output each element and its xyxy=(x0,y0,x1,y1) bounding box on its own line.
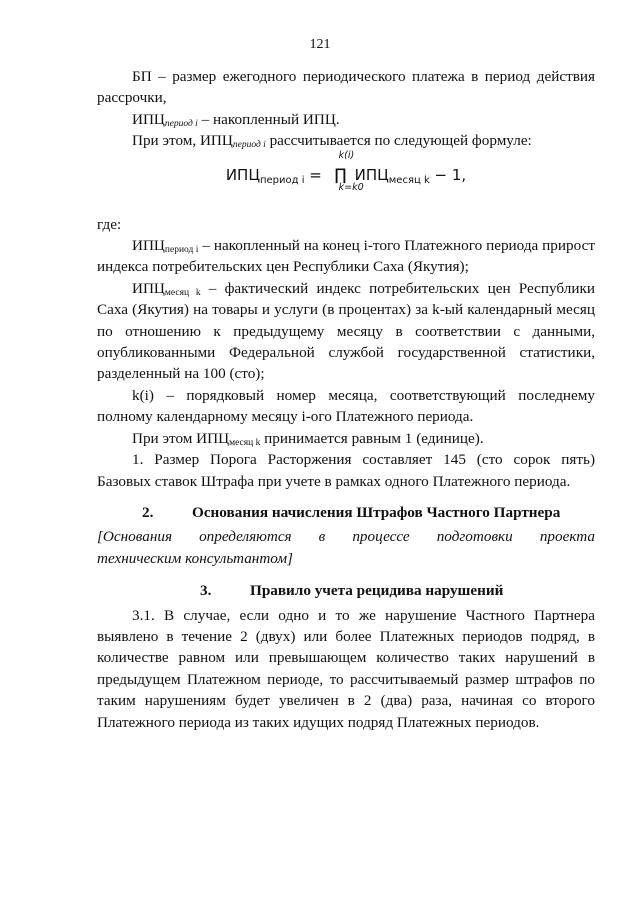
def4-end: принимается равным 1 (единице). xyxy=(260,429,484,447)
product-upper-limit: k(i) xyxy=(338,150,355,162)
page-number: 121 xyxy=(309,37,331,52)
formula-rhs: ИПЦ xyxy=(354,165,389,184)
paragraph-ipc-period xyxy=(97,109,595,130)
def2-term: ИПЦ xyxy=(132,279,165,297)
paragraph-formula-intro xyxy=(97,130,595,151)
ipc-term: ИПЦ xyxy=(132,110,165,128)
formula-intro-end: рассчитывается по следующей формуле: xyxy=(265,132,532,150)
formula-tail: − 1, xyxy=(429,165,467,184)
section3-heading xyxy=(200,580,595,601)
paragraph-def3: k(i) – порядковый номер месяца, соответствующий последнему полному календарному месяцу i-ого Платежного периода. xyxy=(97,386,595,426)
formula-equals: = xyxy=(304,165,327,184)
section2-title: Основания начисления Штрафов Частного Партнера xyxy=(192,503,561,521)
document-body xyxy=(97,66,595,733)
def1-subscript: период i xyxy=(164,245,199,256)
formula-lhs: ИПЦ xyxy=(225,165,260,184)
def4-subscript: месяц k xyxy=(229,437,261,448)
formula-intro-subscript: период i xyxy=(232,140,266,151)
def1-term: ИПЦ xyxy=(132,237,165,255)
formula-rhs-subscript: месяц k xyxy=(388,174,430,186)
paragraph-def1 xyxy=(97,235,595,278)
def1-text: – накопленный на конец i-того Платежного периода прирост индекса потребительских цен Республики Саха (Якутия); xyxy=(97,237,595,276)
def2-subscript: месяц k xyxy=(164,287,201,298)
paragraph-def2 xyxy=(97,278,595,385)
paragraph-def4 xyxy=(97,428,595,449)
ipc-definition: – накопленный ИПЦ. xyxy=(197,110,340,128)
def2-text: – фактический индекс потребительских цен Республики Саха (Якутия) на товары и услуги (в процентах) за k-ый календарный месяц по отношению к предыдущему месяцу в соответствии с данными, опубликованными Федеральной службой государственной статистики, разделенный на 100 (сто); xyxy=(97,279,595,383)
section3-title: Правило учета рецидива нарушений xyxy=(250,582,504,600)
formula-intro-start: При этом, ИПЦ xyxy=(132,132,233,150)
product-operator xyxy=(327,150,364,193)
ipc-subscript: период i xyxy=(164,118,198,129)
def4-start: При этом ИПЦ xyxy=(132,429,230,447)
paragraph-item1: 1. Размер Порога Расторжения составляет 145 (сто сорок пять) Базовых ставок Штрафа при учете в рамках одного Платежного периода. xyxy=(97,451,595,490)
section3-number: 3. xyxy=(200,582,212,600)
paragraph-bp: БП – размер ежегодного периодического платежа в период действия рассрочки, xyxy=(97,68,595,107)
section2-line2: техническим консультантом] xyxy=(97,549,293,567)
product-symbol: ∏ xyxy=(334,165,347,185)
ipc-formula xyxy=(97,152,595,214)
product-lower-limit: k=k0 xyxy=(338,181,364,193)
paragraph-where: где: xyxy=(97,215,122,233)
formula-lhs-subscript: период i xyxy=(259,174,305,186)
section2-number: 2. xyxy=(142,503,154,521)
section2-line1: [Основания определяются в процессе подготовки проекта xyxy=(97,528,595,546)
section2-heading xyxy=(142,502,595,523)
section3-text: 3.1. В случае, если одно и то же нарушение Частного Партнера выявлено в течение 2 (двух) или более Платежных периодов подряд, в количестве равном или превышающем количество таких нарушений в предыдущем Платежном периоде, то рассчитываемый размер штрафов по таким нарушениям будет увеличен в 2 (два) раза, начиная со второго Платежного периода из таких идущих подряд Платежных периодов. xyxy=(97,606,595,731)
